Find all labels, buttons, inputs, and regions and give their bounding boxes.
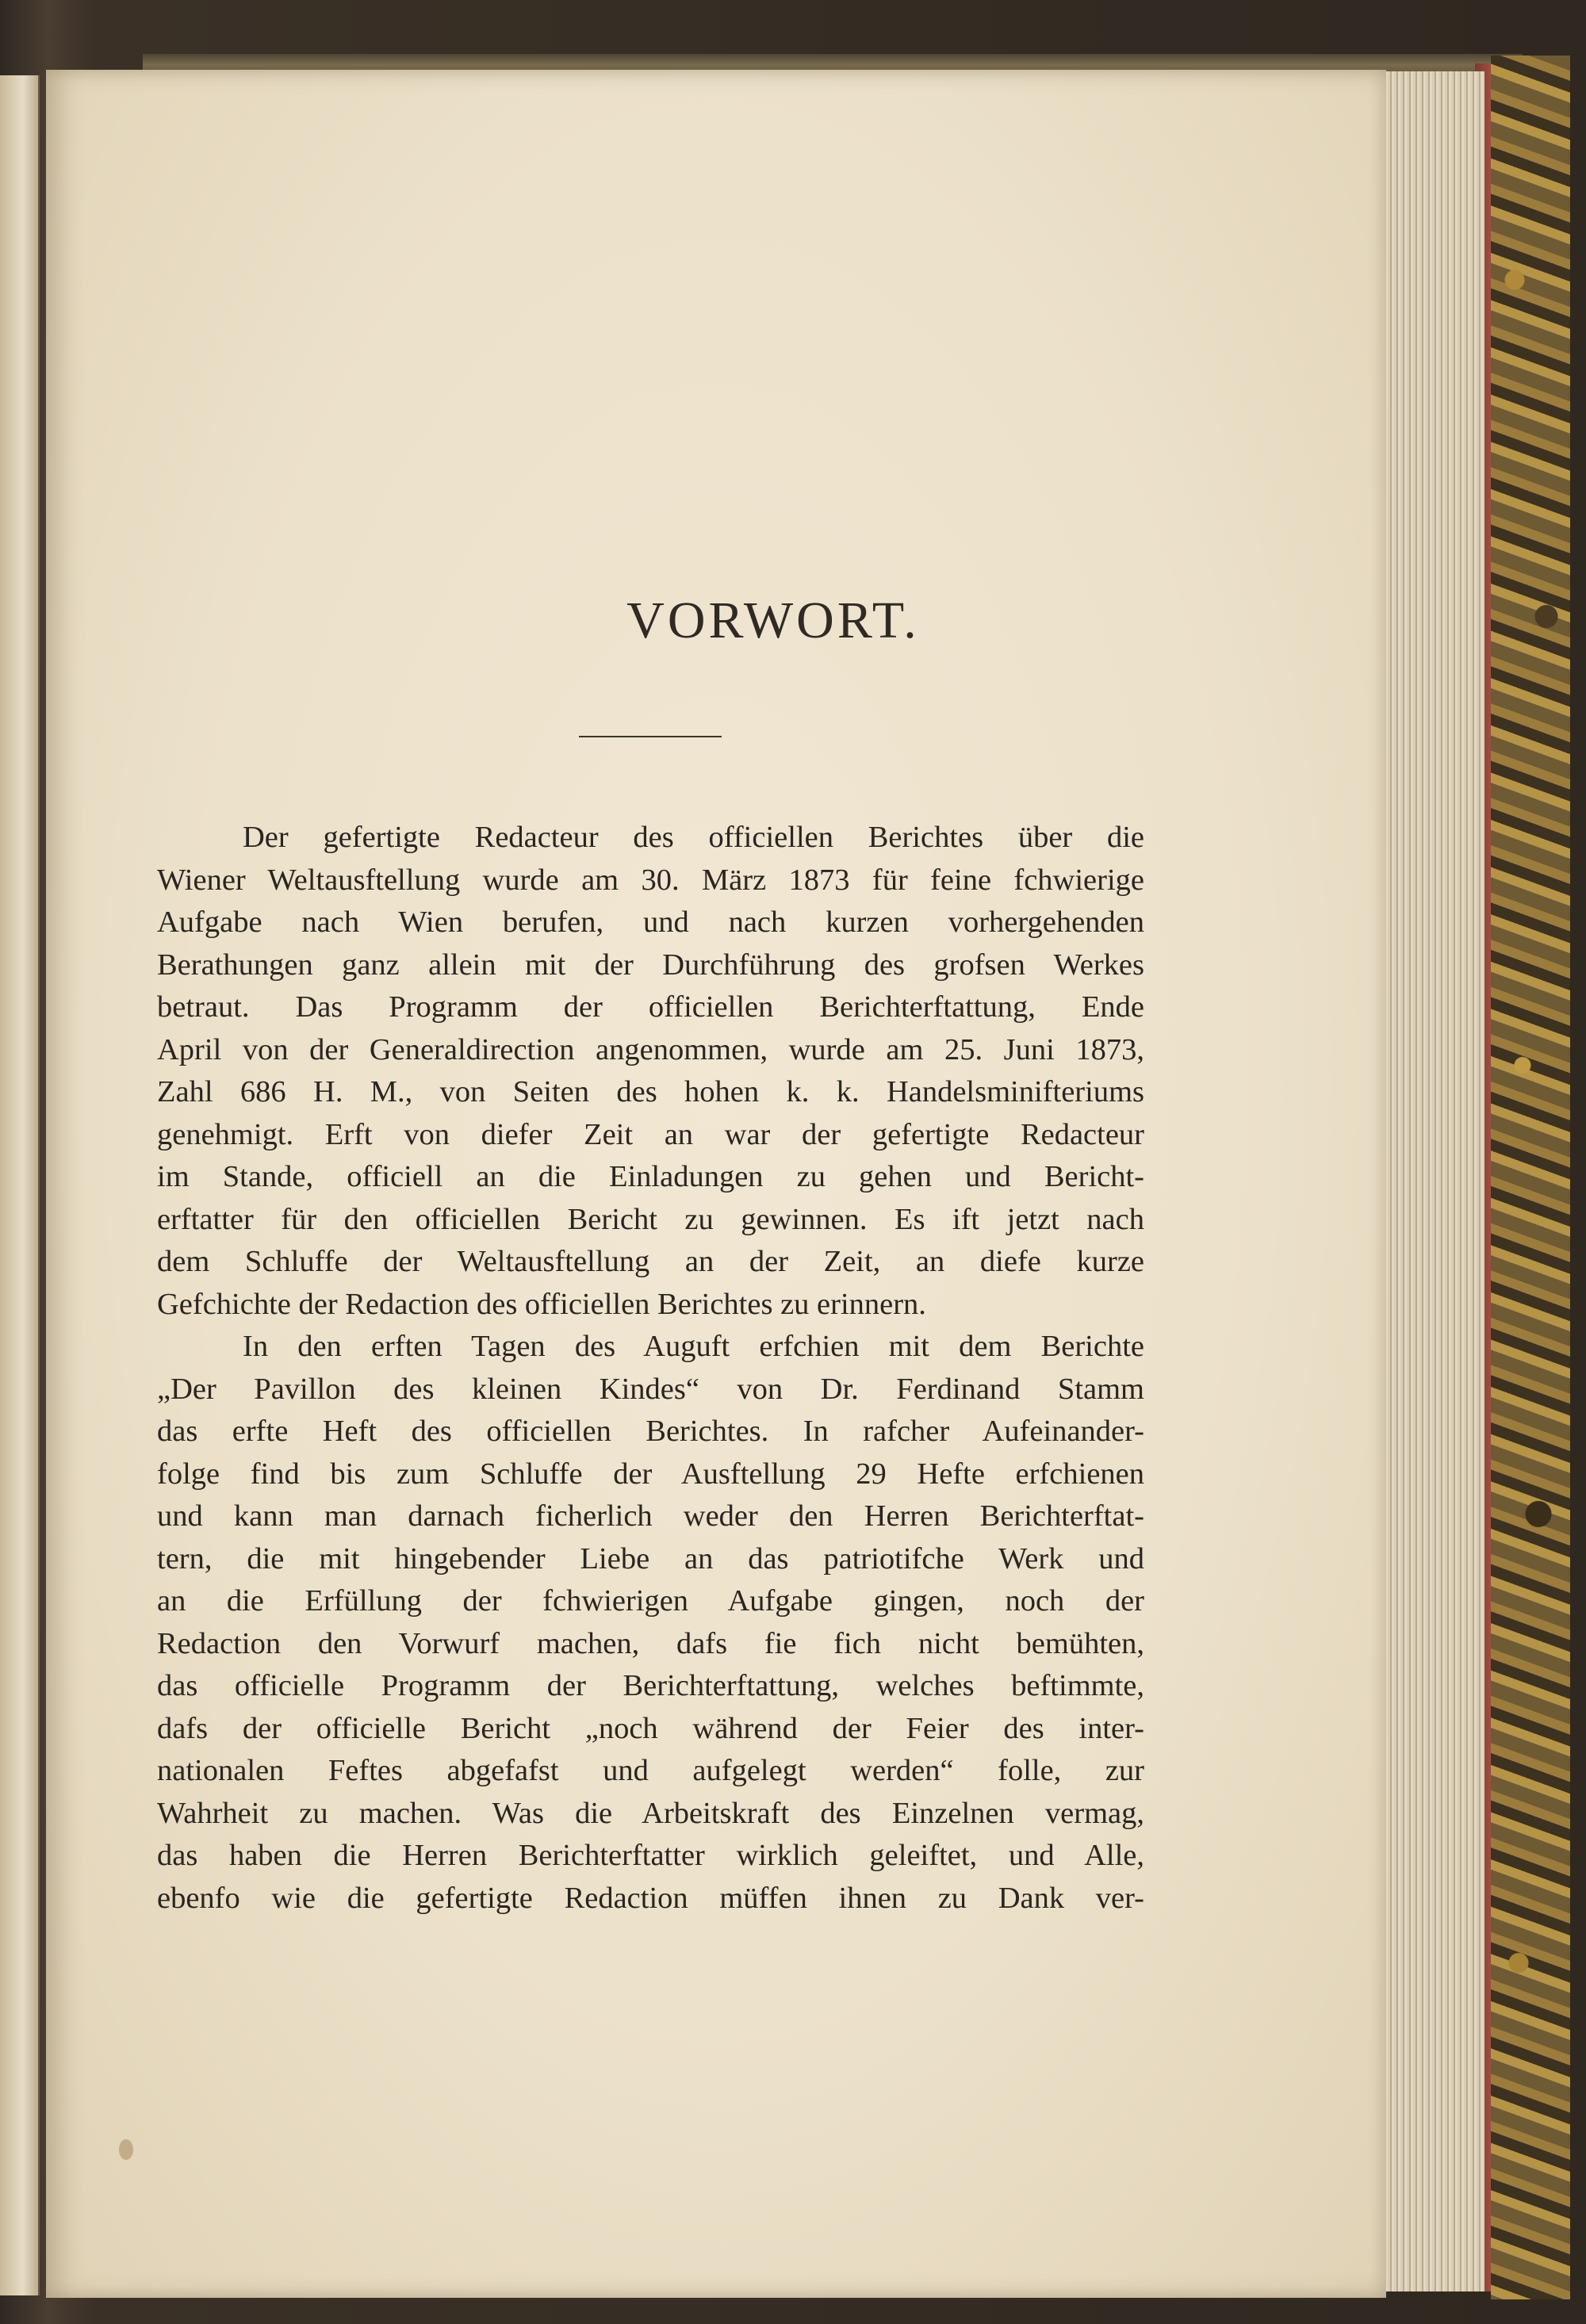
text-line: genehmigt. Erft von diefer Zeit an war der gefertigte Redacteur: [157, 1117, 1144, 1151]
text-line: „Der Pavillon des kleinen Kindes“ von Dr. Ferdinand Stamm: [157, 1372, 1144, 1406]
text-line: folge find bis zum Schluffe der Ausftellung 29 Hefte erfchienen: [157, 1457, 1144, 1491]
text-line: Gefchichte der Redaction des officiellen Berichtes zu erinnern.: [157, 1287, 926, 1321]
text-line: April von der Generaldirection angenommen, wurde am 25. Juni 1873,: [157, 1032, 1144, 1066]
text-line: Aufgabe nach Wien berufen, und nach kurzen vorhergehenden: [157, 905, 1144, 939]
paragraph-1: [157, 817, 1144, 1326]
text-line: an die Erfüllung der fchwierigen Aufgabe gingen, noch der: [157, 1584, 1144, 1618]
marbled-cover: [1491, 56, 1570, 2299]
text-line: das erfte Heft des officiellen Berichtes. In rafcher Aufeinander-: [157, 1415, 1144, 1448]
text-line: dem Schluffe der Weltausftellung an der Zeit, an diefe kurze: [157, 1245, 1144, 1278]
text-line: das haben die Herren Berichterftatter wirklich geleiftet, und Alle,: [157, 1839, 1144, 1872]
text-line: Wiener Weltausftellung wurde am 30. März 1873 für feine fchwierige: [157, 863, 1144, 897]
page-stack-edge: [1380, 71, 1484, 2291]
text-line: das officielle Programm der Berichterftattung, welches beftimmte,: [157, 1669, 1144, 1702]
text-line: Redaction den Vorwurf machen, dafs fie fich nicht bemühten,: [157, 1626, 1144, 1660]
previous-page-edge: [0, 75, 40, 2295]
text-line: tern, die mit hingebender Liebe an das patriotifche Werk und: [157, 1541, 1144, 1575]
text-line: dafs der officielle Bericht „noch während der Feier des inter-: [157, 1711, 1144, 1745]
page-title: VORWORT.: [626, 592, 920, 649]
body-text: [157, 817, 1144, 1920]
text-line: Zahl 686 H. M., von Seiten des hohen k. k. Handelsminifteriums: [157, 1075, 1144, 1108]
text-line: Der gefertigte Redacteur des officiellen Berichtes über die: [243, 821, 1144, 854]
text-line: und kann man darnach ficherlich weder den Herren Berichterftat-: [157, 1499, 1144, 1533]
text-line: erftatter für den officiellen Bericht zu gewinnen. Es ift jetzt nach: [157, 1202, 1144, 1236]
title-divider: [579, 736, 722, 737]
paragraph-2: [157, 1326, 1144, 1920]
text-line: nationalen Feftes abgefafst und aufgelegt werden“ folle, zur: [157, 1754, 1144, 1787]
text-line: In den erften Tagen des Auguft erfchien mit dem Berichte: [243, 1330, 1144, 1363]
text-line: betraut. Das Programm der officiellen Berichterftattung, Ende: [157, 990, 1144, 1024]
text-line: ebenfo wie die gefertigte Redaction müffen ihnen zu Dank ver-: [157, 1881, 1144, 1915]
text-line: im Stande, officiell an die Einladungen zu gehen und Bericht-: [157, 1160, 1144, 1193]
paper-stain: [119, 2139, 133, 2160]
text-line: Berathungen ganz allein mit der Durchführung des grofsen Werkes: [157, 948, 1144, 982]
text-line: Wahrheit zu machen. Was die Arbeitskraft des Einzelnen vermag,: [157, 1796, 1144, 1830]
